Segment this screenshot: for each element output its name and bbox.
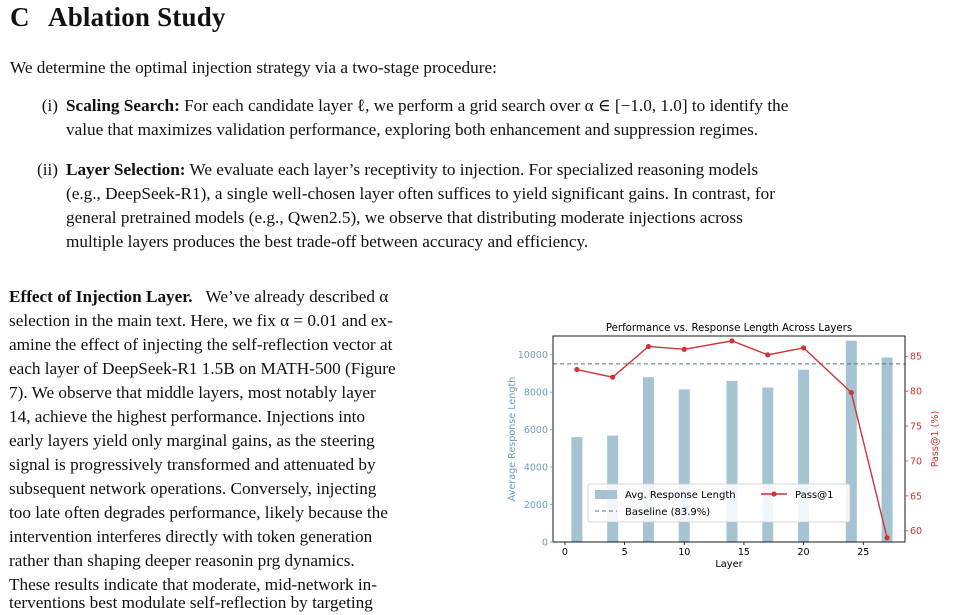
legend-line-marker xyxy=(771,491,776,496)
effect-text: We’ve already described α xyxy=(205,287,389,306)
y-right-tick-label: 75 xyxy=(910,421,923,433)
x-tick-label: 5 xyxy=(621,547,628,558)
legend-bar-swatch xyxy=(595,490,617,499)
x-tick-label: 10 xyxy=(678,547,691,558)
pass-point xyxy=(765,352,770,357)
y-left-tick-label: 0 xyxy=(541,537,548,549)
layer-chart xyxy=(498,316,941,578)
effect-line: amine the effect of injecting the self-reflection vector at xyxy=(9,335,393,354)
legend-baseline-label: Baseline (83.9%) xyxy=(625,507,711,518)
item-line: value that maximizes validation performance, exploring both enhancement and suppression regimes. xyxy=(66,120,759,139)
section-title xyxy=(10,2,226,33)
pass-point xyxy=(574,367,579,372)
item-line xyxy=(66,158,758,182)
section-title-text: Ablation Study xyxy=(48,2,226,32)
effect-line: 7). We observe that middle layers, most notably layer xyxy=(9,383,376,402)
y-right-tick-label: 85 xyxy=(910,351,923,363)
x-tick-label: 20 xyxy=(797,547,810,558)
effect-line: too late often degrades performance, likely because the xyxy=(9,503,388,522)
effect-line: 14, achieve the highest performance. Injections into xyxy=(9,407,366,426)
chart-svg xyxy=(498,316,941,578)
item-label: (ii) xyxy=(37,160,58,179)
effect-line: rather than shaping deeper reasonin prg dynamics. xyxy=(9,551,355,570)
y-left-tick-label: 2000 xyxy=(523,499,548,511)
item-heading: Scaling Search: xyxy=(66,96,180,115)
y-right-tick-label: 65 xyxy=(910,491,923,503)
item-line: (e.g., DeepSeek-R1), a single well-chosen layer often suffices to yield significant gains. In contrast, for xyxy=(66,184,775,203)
x-tick-label: 0 xyxy=(561,547,568,558)
y-left-tick-label: 8000 xyxy=(523,387,548,399)
pass-point xyxy=(729,338,734,343)
y-right-tick-label: 80 xyxy=(910,386,923,398)
effect-line xyxy=(9,285,388,309)
bar xyxy=(571,437,582,542)
y-right-tick-label: 60 xyxy=(910,526,923,538)
pass-point xyxy=(801,345,806,350)
pass-point xyxy=(646,344,651,349)
section-number: C xyxy=(10,2,30,32)
effect-line: selection in the main text. Here, we fix α = 0.01 and ex- xyxy=(9,311,393,330)
item-line: general pretrained models (e.g., Qwen2.5), we observe that distributing moderate injections across xyxy=(66,208,743,227)
effect-line: early layers yield only marginal gains, as the steering xyxy=(9,431,375,450)
effect-line: each layer of DeepSeek-R1 1.5B on MATH-500 (Figure xyxy=(9,359,396,378)
pass-point xyxy=(885,535,890,540)
bar xyxy=(882,358,893,542)
y-left-axis-label: Average Response Length xyxy=(507,376,518,502)
pass-point xyxy=(610,375,615,380)
item-heading: Layer Selection: xyxy=(66,160,186,179)
item-text: We evaluate each layer’s receptivity to injection. For specialized reasoning models xyxy=(189,160,759,179)
pass-point xyxy=(849,390,854,395)
item-text: For each candidate layer ℓ, we perform a grid search over α ∈ [−1.0, 1.0] to identify the xyxy=(184,96,789,115)
item-label: (i) xyxy=(41,96,58,115)
pass-point xyxy=(682,347,687,352)
effect-heading: Effect of Injection Layer. xyxy=(9,287,193,306)
effect-line: subsequent network operations. Conversely, injecting xyxy=(9,479,377,498)
y-left-tick-label: 6000 xyxy=(523,425,548,437)
intro-paragraph: We determine the optimal injection strategy via a two-stage procedure: xyxy=(10,58,497,77)
effect-line: intervention interferes directly with token generation xyxy=(9,527,373,546)
effect-line: terventions best modulate self-reflection by targeting xyxy=(9,593,373,612)
y-right-axis-label: Pass@1 (%) xyxy=(930,410,941,468)
item-line: multiple layers produces the best trade-off between accuracy and efficiency. xyxy=(66,232,589,251)
x-tick-label: 25 xyxy=(857,547,870,558)
legend-bar-label: Avg. Response Length xyxy=(625,490,736,501)
y-left-tick-label: 10000 xyxy=(517,350,548,362)
y-right-tick-label: 70 xyxy=(910,456,923,468)
item-line xyxy=(66,94,788,118)
chart-title: Performance vs. Response Length Across Layers xyxy=(605,323,853,334)
x-tick-label: 15 xyxy=(737,547,750,558)
y-left-tick-label: 4000 xyxy=(523,462,548,474)
effect-line: signal is progressively transformed and attenuated by xyxy=(9,455,376,474)
x-axis-label: Layer xyxy=(715,559,743,570)
legend-line-label: Pass@1 xyxy=(795,490,834,501)
effect-line: These results indicate that moderate, mid-network in- xyxy=(9,575,377,594)
